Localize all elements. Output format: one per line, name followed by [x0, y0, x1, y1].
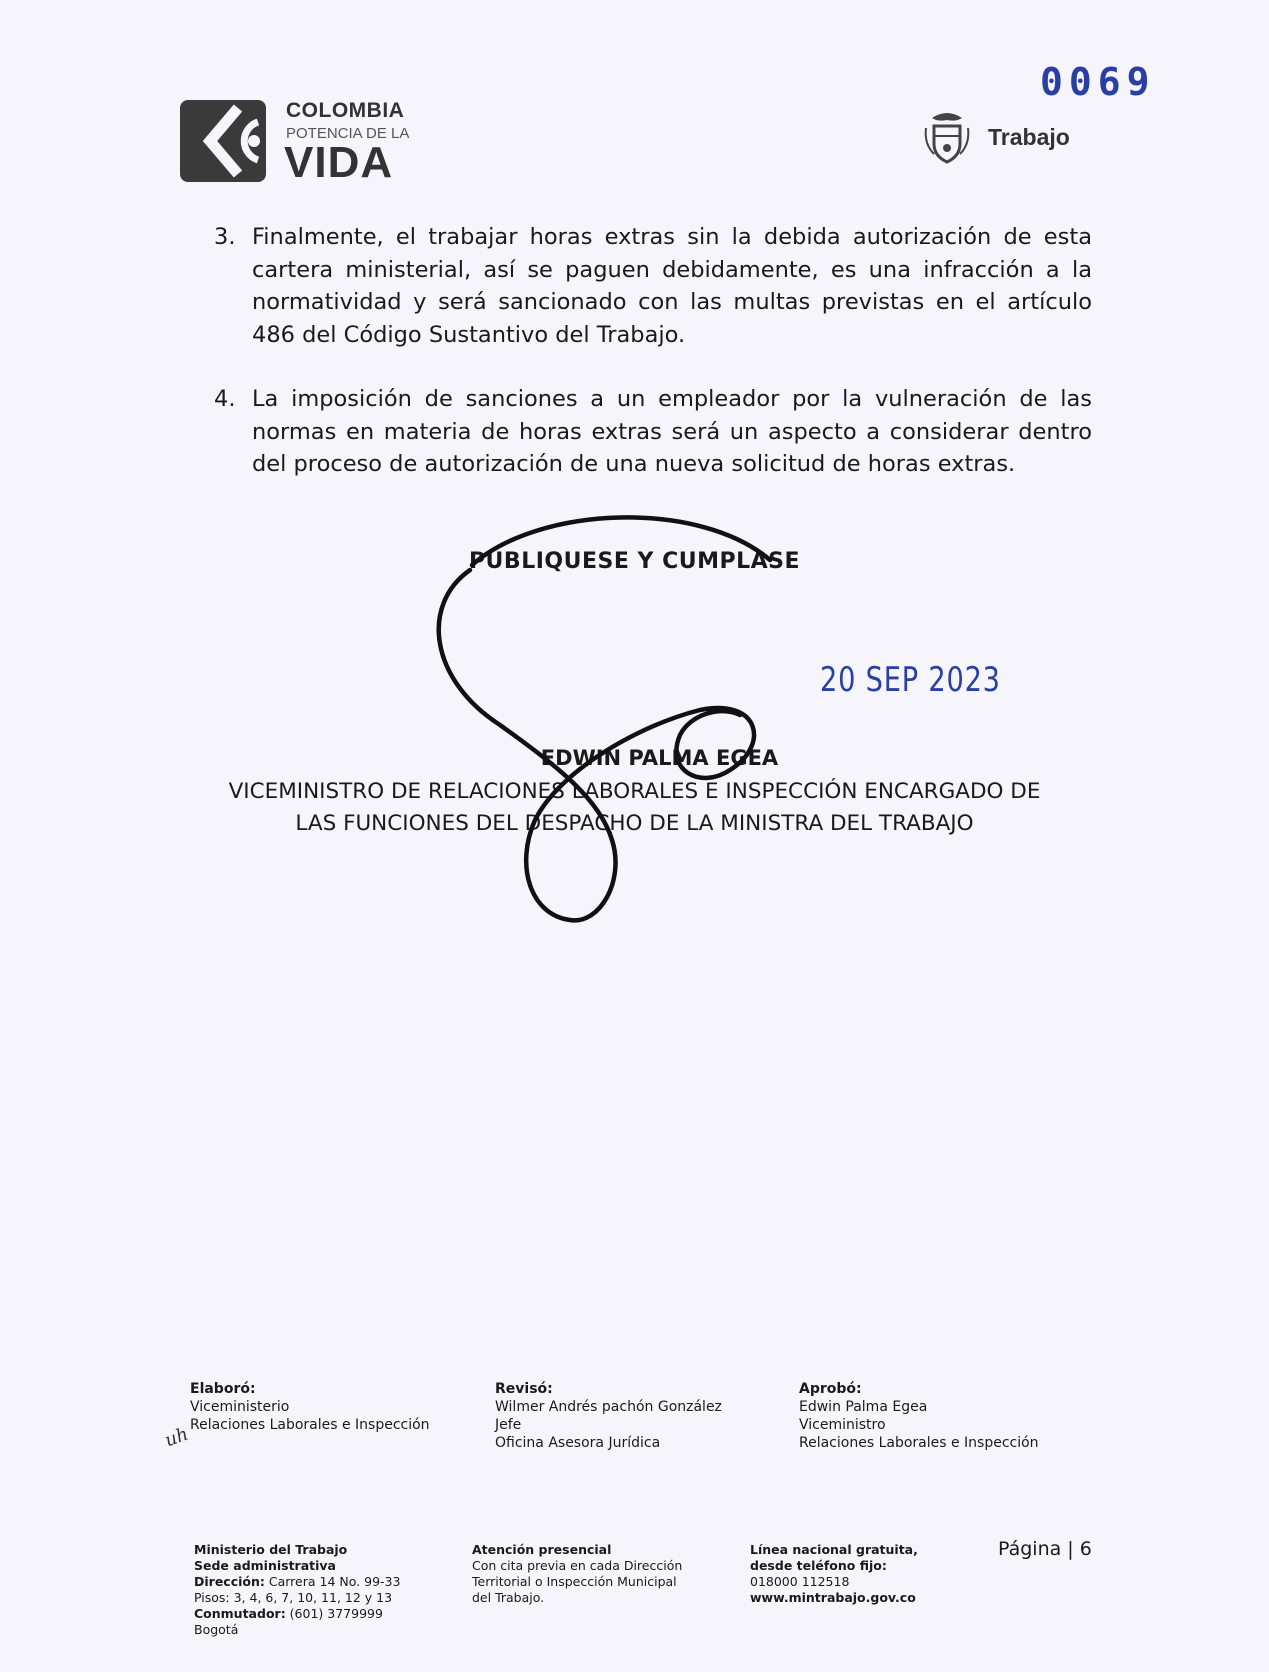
- signer-title-line: LAS FUNCIONES DEL DESPACHO DE LA MINISTRA DEL TRABAJO: [295, 811, 974, 836]
- logo-text-colombia: COLOMBIA: [286, 99, 405, 122]
- footer-address-label: Dirección:: [194, 1574, 265, 1589]
- colombia-potencia-de-la-vida-logo: [180, 95, 420, 187]
- ministry-label: Trabajo: [988, 124, 1070, 150]
- footer-phone-label: Conmutador:: [194, 1606, 286, 1621]
- footer-ministry-info: [194, 1542, 400, 1638]
- footer-title: Atención presencial: [472, 1542, 612, 1557]
- footer-subtitle: Sede administrativa: [194, 1558, 336, 1573]
- footer-title: desde teléfono fijo:: [750, 1558, 887, 1573]
- colombia-logo-icon: [180, 100, 266, 182]
- approval-label: Elaboró:: [190, 1381, 256, 1397]
- footer-line: Con cita previa en cada Dirección: [472, 1558, 683, 1573]
- closing-formula: PUBLIQUESE Y CUMPLASE: [468, 549, 801, 574]
- list-item-number: 3.: [214, 224, 236, 250]
- coat-of-arms-icon: [922, 110, 972, 166]
- footer-city: Bogotá: [194, 1622, 239, 1637]
- logo-text-potencia: POTENCIA DE LA: [286, 125, 410, 142]
- footer-address: [194, 1574, 400, 1590]
- approval-reviso: [495, 1380, 722, 1452]
- approval-label: Aprobó:: [799, 1381, 862, 1397]
- footer-phone-value: (601) 3779999: [285, 1606, 383, 1621]
- list-item-text: Finalmente, el trabajar horas extras sin la debida autorización de esta cartera ministerial, así se paguen debidamente, es una infracción a la normatividad y será sancionado con las multas previstas en el artículo 486 del Código Sustantivo del Trabajo.: [252, 224, 1092, 348]
- signer-name: EDWIN PALMA EGEA: [540, 746, 779, 770]
- approval-line: Edwin Palma Egea: [799, 1399, 928, 1415]
- footer-address-value: Carrera 14 No. 99-33: [264, 1574, 401, 1589]
- approval-elaboro: [190, 1380, 430, 1434]
- date-stamp: 20 SEP 2023: [820, 660, 1001, 700]
- logo-text-vida: VIDA: [284, 138, 394, 187]
- approval-line: Oficina Asesora Jurídica: [495, 1435, 661, 1451]
- page-number: Página | 6: [998, 1538, 1092, 1560]
- footer-line: Territorial o Inspección Municipal: [472, 1574, 677, 1589]
- approval-line: Relaciones Laborales e Inspección: [799, 1435, 1039, 1451]
- footer-phone: 018000 112518: [750, 1574, 850, 1589]
- footer-line: del Trabajo.: [472, 1590, 545, 1605]
- approval-label: Revisó:: [495, 1381, 553, 1397]
- footer-contact-info: [750, 1542, 918, 1606]
- list-item-number: 4.: [214, 386, 236, 412]
- signer-title-line: VICEMINISTRO DE RELACIONES LABORALES E INSPECCIÓN ENCARGADO DE: [228, 779, 1041, 804]
- footer-website-link[interactable]: www.mintrabajo.gov.co: [750, 1590, 916, 1605]
- footer-title: Línea nacional gratuita,: [750, 1542, 918, 1557]
- footer-floors: Pisos: 3, 4, 6, 7, 10, 11, 12 y 13: [194, 1590, 393, 1605]
- approval-line: Relaciones Laborales e Inspección: [190, 1417, 430, 1433]
- approval-line: Jefe: [495, 1417, 522, 1433]
- signer-title: [0, 776, 1269, 840]
- approval-line: Wilmer Andrés pachón González: [495, 1399, 722, 1415]
- list-item-text: La imposición de sanciones a un empleador por la vulneración de las normas en materia de horas extras será un aspecto a considerar dentro del proceso de autorización de una nueva solicitud de horas extras.: [252, 386, 1092, 477]
- approval-line: Viceministerio: [190, 1399, 290, 1415]
- footer-title: Ministerio del Trabajo: [194, 1542, 348, 1557]
- handwritten-initials: uh: [162, 1423, 192, 1452]
- footer-attention-info: [472, 1542, 682, 1606]
- footer-phone: [194, 1606, 400, 1622]
- document-sequence-number: 0069: [1040, 60, 1156, 104]
- approval-aprobo: [799, 1380, 1039, 1452]
- approval-line: Viceministro: [799, 1417, 886, 1433]
